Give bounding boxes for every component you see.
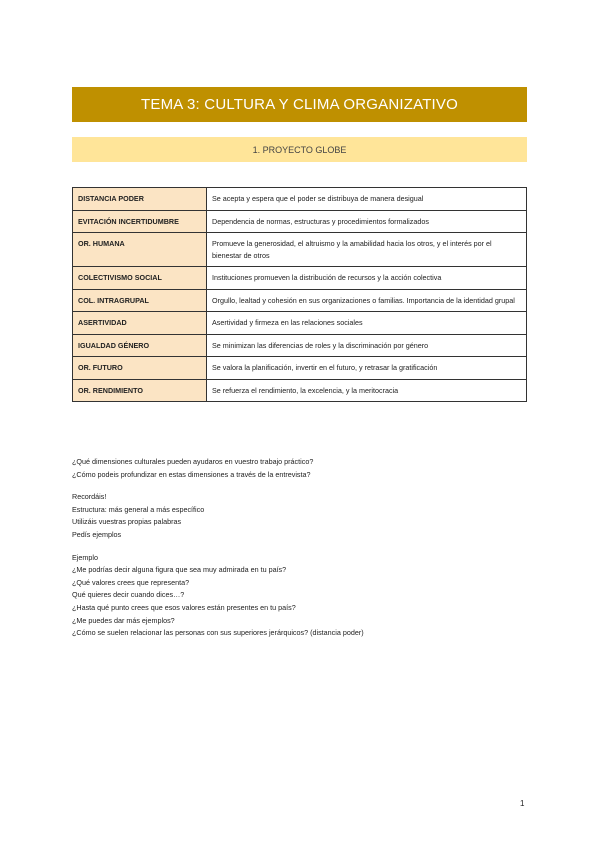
table-row [73,289,527,312]
dimension-term: EVITACIÓN INCERTIDUMBRE [73,210,207,233]
question-line: ¿Qué dimensiones culturales pueden ayudaros en vuestro trabajo práctico? [72,457,314,466]
table-row [73,379,527,402]
body-text [72,456,527,640]
reminder-line: Utilizáis vuestras propias palabras [72,517,182,527]
table-row [73,312,527,335]
table-row [73,210,527,233]
dimension-term: COLECTIVISMO SOCIAL [73,267,207,290]
example-line: ¿Me podrías decir alguna figura que sea muy admirada en tu país? [72,565,287,575]
dimension-term: COL. INTRAGRUPAL [73,289,207,312]
document-title: TEMA 3: CULTURA Y CLIMA ORGANIZATIVO [141,96,458,113]
section-subtitle: 1. PROYECTO GLOBE [252,144,347,155]
example-line: ¿Me puedes dar más ejemplos? [72,615,175,625]
example-heading: Ejemplo [72,552,98,562]
document-title-band [72,87,527,122]
cultural-dimensions-table [72,187,527,402]
dimension-description: Asertividad y firmeza en las relaciones sociales [207,312,527,335]
dimension-description: Se valora la planificación, invertir en el futuro, y retrasar la gratificación [207,357,527,380]
dimension-description: Se minimizan las diferencias de roles y la discriminación por género [207,334,527,357]
table-row [73,267,527,290]
example-line: Qué quieres decir cuando dices…? [72,590,185,600]
dimension-term: OR. RENDIMIENTO [73,379,207,402]
reminder-line: Estructura: más general a más específico [72,504,205,514]
table-row [73,188,527,211]
dimension-description: Orgullo, lealtad y cohesión en sus organizaciones o familias. Importancia de la identidad grupal [207,289,527,312]
dimension-description: Dependencia de normas, estructuras y procedimientos formalizados [207,210,527,233]
dimension-description: Se refuerza el rendimiento, la excelencia, y la meritocracia [207,379,527,402]
dimension-description: Se acepta y espera que el poder se distribuya de manera desigual [207,188,527,211]
dimension-description: Promueve la generosidad, el altruismo y la amabilidad hacia los otros, y el interés por el bienestar de otros [207,233,527,267]
example-line: ¿Hasta qué punto crees que esos valores están presentes en tu país? [72,602,296,612]
dimension-term: DISTANCIA PODER [73,188,207,211]
example-line: ¿Cómo se suelen relacionar las personas con sus superiores jerárquicos? (distancia poder) [72,628,364,638]
dimension-term: OR. HUMANA [73,233,207,267]
dimension-description: Instituciones promueven la distribución de recursos y la acción colectiva [207,267,527,290]
dimension-term: IGUALDAD GÉNERO [73,334,207,357]
table-row [73,334,527,357]
example-line: ¿Qué valores crees que representa? [72,577,190,587]
reminders-heading: Recordáis! [72,492,107,502]
dimension-term: OR. FUTURO [73,357,207,380]
question-line: ¿Cómo podeis profundizar en estas dimensiones a través de la entrevista? [72,469,311,479]
reminder-line: Pedís ejemplos [72,529,122,539]
page-number: 1 [520,799,525,808]
table-row [73,233,527,267]
dimension-term: ASERTIVIDAD [73,312,207,335]
section-subtitle-band [72,137,527,162]
table-row [73,357,527,380]
